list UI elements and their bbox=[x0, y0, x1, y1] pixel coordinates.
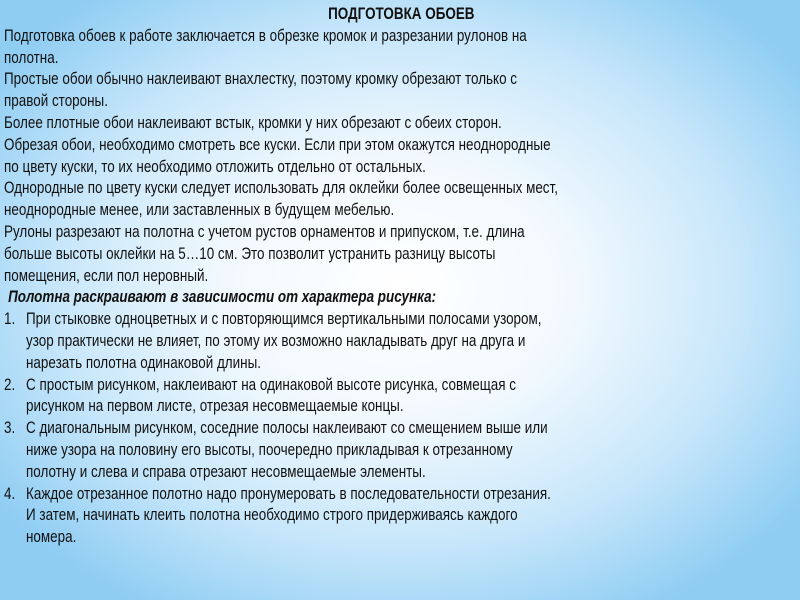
text-line: номера. bbox=[26, 528, 77, 547]
paragraph bbox=[4, 178, 799, 222]
list-item bbox=[4, 309, 799, 374]
slide-title: ПОДГОТОВКА ОБОЕВ bbox=[328, 5, 475, 23]
text-line: С диагональным рисунком, соседние полосы наклеивают со смещением выше или bbox=[26, 419, 548, 438]
text-line: больше высоты оклейки на 5…10 см. Это позволит устранить разницу высоты bbox=[4, 244, 496, 263]
list-item bbox=[4, 375, 799, 419]
text-line: Более плотные обои наклеивают встык, кромки у них обрезают с обеих сторон. bbox=[4, 113, 502, 132]
list-text bbox=[26, 418, 799, 483]
slide-content bbox=[4, 4, 799, 549]
text-line: ниже узора на половину его высоты, поочередно прикладывая к отрезанному bbox=[26, 440, 513, 459]
text-line: полотна. bbox=[4, 48, 59, 67]
text-line: Подготовка обоев к работе заключается в обрезке кромок и разрезании рулонов на bbox=[4, 26, 527, 45]
list-item bbox=[4, 484, 799, 549]
text-line: И затем, начинать клеить полотна необходимо строго придерживаясь каждого bbox=[26, 506, 518, 525]
text-line: по цвету куски, то их необходимо отложить отдельно от остальных. bbox=[4, 157, 426, 176]
text-line: помещения, если пол неровный. bbox=[4, 266, 209, 285]
text-line: При стыковке одноцветных и с повторяющимся вертикальными полосами узором, bbox=[26, 310, 542, 329]
subheading: Полотна раскраивают в зависимости от характера рисунка: bbox=[8, 288, 437, 307]
text-line: узор практически не влияет, по этому их возможно накладывать друг на друга и bbox=[26, 331, 526, 350]
list-text bbox=[26, 309, 799, 374]
list-number: 3. bbox=[4, 419, 16, 438]
list-text bbox=[26, 484, 799, 549]
paragraph bbox=[4, 113, 799, 135]
text-line: полотну и слева и справа отрезают несовмещаемые элементы. bbox=[26, 462, 426, 481]
list-number: 1. bbox=[4, 310, 16, 329]
paragraph bbox=[4, 135, 799, 179]
text-line: правой стороны. bbox=[4, 92, 108, 111]
text-line: Рулоны разрезают на полотна с учетом рустов орнаментов и припуском, т.е. длина bbox=[4, 222, 525, 241]
text-line: С простым рисунком, наклеивают на одинаковой высоте рисунка, совмещая с bbox=[26, 375, 517, 394]
paragraph bbox=[4, 222, 799, 287]
text-line: рисунком на первом листе, отрезая несовмещаемые концы. bbox=[26, 397, 404, 416]
paragraph bbox=[4, 69, 799, 113]
text-line: Каждое отрезанное полотно надо пронумеровать в последовательности отрезания. bbox=[26, 484, 551, 503]
list-number: 2. bbox=[4, 375, 16, 394]
list-item bbox=[4, 418, 799, 483]
paragraph bbox=[4, 26, 799, 70]
text-line: Простые обои обычно наклеивают внахлестку, поэтому кромку обрезают только с bbox=[4, 70, 518, 89]
numbered-list bbox=[4, 309, 799, 549]
text-line: Обрезая обои, необходимо смотреть все куски. Если при этом окажутся неоднородные bbox=[4, 135, 551, 154]
text-line: Однородные по цвету куски следует использовать для оклейки более освещенных мест, bbox=[4, 179, 558, 198]
text-line: нарезать полотна одинаковой длины. bbox=[26, 353, 261, 372]
paragraphs bbox=[4, 26, 799, 288]
list-number: 4. bbox=[4, 484, 16, 503]
list-text bbox=[26, 375, 799, 419]
text-line: неоднородные менее, или заставленных в будущем мебелью. bbox=[4, 201, 395, 220]
